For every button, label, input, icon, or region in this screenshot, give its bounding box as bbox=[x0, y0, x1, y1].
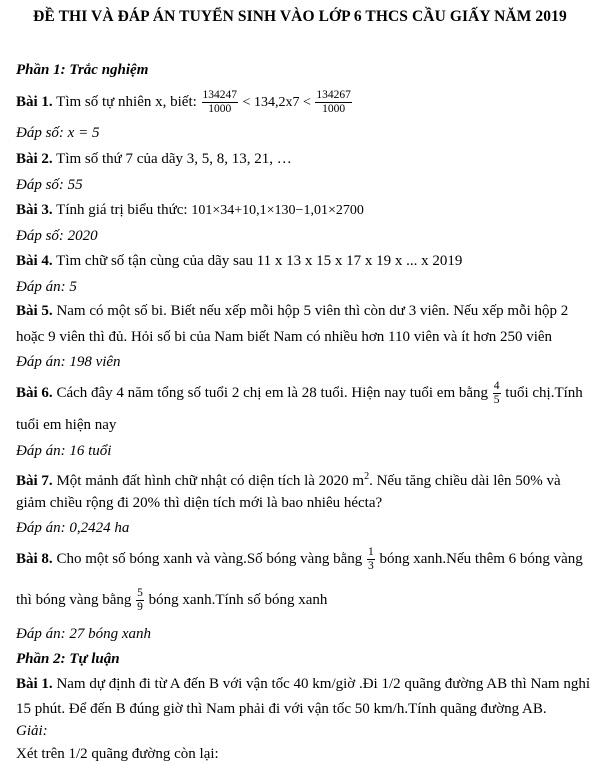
fraction-denominator: 9 bbox=[137, 601, 143, 614]
question-text-cont: bóng xanh.Tính số bóng xanh bbox=[144, 592, 328, 608]
answer-6: Đáp án: 16 tuổi bbox=[16, 443, 112, 459]
question-text: Cách đây 4 năm tổng số tuổi 2 chị em là 28 tuổi. Hiện nay tuổi em bằng bbox=[52, 385, 492, 401]
question-3 bbox=[16, 201, 364, 220]
question-label: Bài 1. bbox=[16, 676, 53, 692]
question-4 bbox=[16, 252, 462, 270]
fraction bbox=[202, 89, 239, 116]
math-expression: 101×34+10,1×130−1,01×2700 bbox=[191, 203, 364, 218]
question-label: Bài 2. bbox=[16, 151, 53, 167]
fraction bbox=[493, 380, 501, 407]
question-2 bbox=[16, 150, 292, 168]
question-label: Bài 5. bbox=[16, 303, 53, 319]
fraction-numerator: 134247 bbox=[202, 89, 238, 102]
question-text-cont: bóng xanh.Nếu thêm 6 bóng vàng bbox=[375, 551, 583, 567]
superscript: 2 bbox=[364, 471, 370, 482]
part1-heading: Phần 1: Trắc nghiệm bbox=[16, 62, 149, 78]
fraction-denominator: 5 bbox=[493, 394, 500, 407]
answer-8: Đáp án: 27 bóng xanh bbox=[16, 626, 151, 642]
question-text-cont: . Nếu tăng chiều dài lên 50% và bbox=[369, 473, 561, 489]
question-text-cont: tuổi chị.Tính bbox=[501, 385, 583, 401]
document-title: ĐỀ THI VÀ ĐÁP ÁN TUYỂN SINH VÀO LỚP 6 THCS CẦU GIẤY NĂM 2019 bbox=[33, 8, 567, 25]
fraction bbox=[136, 587, 144, 614]
answer-2: Đáp số: 55 bbox=[16, 177, 83, 193]
question-8 bbox=[16, 540, 583, 578]
question-7-line-2: giảm chiều rộng đi 20% thì diện tích mới là bao nhiêu hécta? bbox=[16, 495, 383, 511]
question-text: Tìm số tự nhiên x, biết: bbox=[52, 94, 201, 110]
question-5 bbox=[16, 302, 568, 320]
question-text: Cho một số bóng xanh và vàng.Số bóng vàng bằng bbox=[52, 551, 366, 567]
question-label: Bài 3. bbox=[16, 202, 53, 218]
fraction-numerator: 1 bbox=[368, 546, 374, 559]
answer-7: Đáp án: 0,2424 ha bbox=[16, 520, 130, 536]
question-label: Bài 4. bbox=[16, 253, 53, 269]
fraction bbox=[367, 546, 375, 573]
question-1 bbox=[16, 85, 353, 120]
fraction-numerator: 4 bbox=[493, 380, 500, 393]
fraction bbox=[315, 89, 352, 116]
question-6-line-2: tuổi em hiện nay bbox=[16, 417, 117, 433]
solution-line: Xét trên 1/2 quãng đường còn lại: bbox=[16, 746, 219, 762]
question-label: Bài 8. bbox=[16, 551, 53, 567]
solution-label: Giải: bbox=[16, 723, 48, 739]
fraction-numerator: 5 bbox=[137, 587, 143, 600]
question-label: Bài 6. bbox=[16, 385, 53, 401]
question-text: Tính giá trị biểu thức: bbox=[52, 202, 192, 218]
question-text: Nam có một số bi. Biết nếu xếp mỗi hộp 5 viên thì còn dư 3 viên. Nếu xếp mỗi hộp 2 bbox=[52, 303, 569, 319]
question-label: Bài 1. bbox=[16, 94, 53, 110]
question-text: thì bóng vàng bằng bbox=[16, 592, 136, 608]
question-7 bbox=[16, 468, 561, 490]
question-6 bbox=[16, 374, 583, 412]
essay-question-1-line-2: 15 phút. Để đến B đúng giờ thì Nam phải đi với vận tốc 50 km/h.Tính quãng đường AB. bbox=[16, 701, 547, 717]
question-label: Bài 7. bbox=[16, 473, 53, 489]
question-8-line-2 bbox=[16, 581, 327, 619]
answer-4: Đáp án: 5 bbox=[16, 279, 77, 295]
fraction-numerator: 134267 bbox=[316, 89, 351, 102]
fraction-denominator: 1000 bbox=[322, 103, 346, 116]
question-5-line-2: hoặc 9 viên thì đủ. Hỏi số bi của Nam biết Nam có nhiều hơn 110 viên và ít hơn 250 viên bbox=[16, 329, 553, 345]
answer-5: Đáp án: 198 viên bbox=[16, 354, 121, 370]
question-text: Tìm số thứ 7 của dãy 3, 5, 8, 13, 21, … bbox=[52, 151, 292, 167]
inequality-middle: < 134,2x7 < bbox=[239, 95, 315, 110]
fraction-denominator: 3 bbox=[368, 560, 374, 573]
question-text: Tìm chữ số tận cùng của dãy sau 11 x 13 x 15 x 17 x 19 x ... x 2019 bbox=[52, 253, 463, 269]
fraction-denominator: 1000 bbox=[208, 103, 232, 116]
part2-heading: Phần 2: Tự luận bbox=[16, 651, 120, 667]
answer-3: Đáp số: 2020 bbox=[16, 228, 98, 244]
essay-question-1 bbox=[16, 675, 590, 693]
question-text: Nam dự định đi từ A đến B với vận tốc 40 km/giờ .Đi 1/2 quãng đường AB thì Nam nghỉ bbox=[52, 676, 591, 692]
answer-1: Đáp số: x = 5 bbox=[16, 125, 100, 141]
question-text: Một mảnh đất hình chữ nhật có diện tích là 2020 m bbox=[52, 473, 365, 489]
